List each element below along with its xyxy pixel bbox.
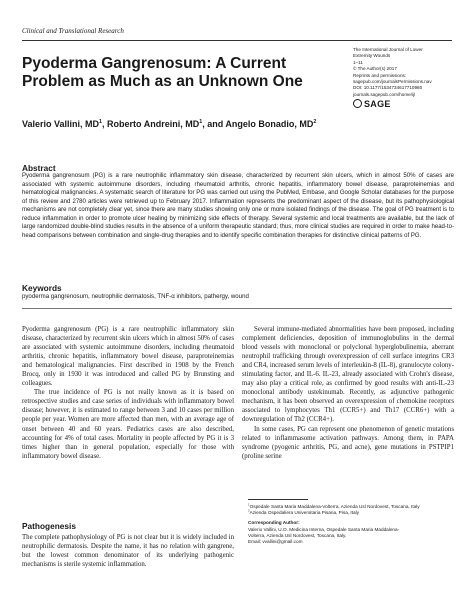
pathogenesis-heading: Pathogenesis: [22, 521, 76, 531]
author-affiliation-mark: 2: [313, 119, 317, 125]
section-divider: [22, 308, 452, 309]
journal-meta: [353, 47, 453, 98]
author-list: [22, 118, 322, 130]
sage-mark-icon: [353, 99, 362, 108]
publisher-name: SAGE: [364, 99, 391, 109]
journal-meta-line: 1–11: [353, 59, 363, 65]
journal-section-label: Clinical and Translational Research: [22, 27, 124, 35]
affiliation-text: Ospedale Santa Maria Maddalena-Volterra, Azienda Usl Nordovest, Toscana, Italy: [249, 504, 420, 509]
abstract-heading: Abstract: [22, 163, 56, 173]
publisher-logo: [353, 99, 391, 109]
affiliation: $^1$Ospedale Santa Maria Maddalena-Volterra, Azienda Usl Nordovest, Toscana, Italy: [248, 502, 420, 509]
corresponding-author-heading: Corresponding Author:: [248, 520, 300, 526]
body-column-right: [242, 325, 454, 461]
keywords-text: pyoderma gangrenosum, neutrophilic dermatosis, TNF-α inhibitors, pathergy, wound: [22, 293, 249, 300]
footnote-rule: [248, 499, 308, 500]
journal-meta-line: sagepub.com/journalsPermissions.nav: [353, 79, 432, 85]
header-rule: [22, 40, 452, 41]
author-name: , Roberto Andreini, MD: [102, 119, 200, 129]
journal-meta-line: journals.sagepub.com/home/ijl: [353, 91, 416, 97]
author-affiliation-mark: 1: [199, 119, 203, 125]
article-title: Pyoderma Gangrenosum: A Current Problem as Much as an Unknown One: [22, 55, 303, 90]
pathogenesis-paragraph: The complete pathophysiology of PG is not clear but it is widely included in neutrophilic dermatosis. Despite the name, it has no relation with gangrene, but the lowest common denominator of its underlying pathogenic mechanisms is sterile systemic inflammation.: [22, 534, 234, 569]
affiliations-block: [248, 504, 454, 545]
journal-meta-line: The International Journal of Lower: [353, 47, 423, 52]
corresponding-author-line: Volterra, Azienda Usl Nordovest, Toscana, Italy.: [248, 532, 347, 538]
affiliation: $^2$Azienda Ospedaliera Universitaria Pisana, Pisa, Italy: [248, 508, 360, 516]
corresponding-author-email: Email: vvallini@gmail.com: [248, 539, 303, 545]
author-name: Valerio Vallini, MD: [22, 119, 100, 129]
body-paragraph: Several immune-mediated abnormalities have been proposed, including complement deficiencies, deposition of immunoglobulins in the dermal blood vessels with monoclonal or polyclonal hyperglobulinemia, aberrant neutrophil trafficking through overexpression of cell surface integrins CR3 and CR4, increased serum levels of interleukin-8 (IL-8), granulocyte colony-stimulating factor, and IL-6. IL-23, already associated with Crohn's disease, may also play a critical role, as confirmed by good results with anti-IL-23 monoclonal antibody ustekinumab. Recently, as adjunctive pathogenic mechanism, it has been observed an overexpression of chemokine receptors associated to lymphocytes Th1 (CCR5+) and Th17 (CCR6+) with a downregulation of Th2 (CCR4+).: [242, 326, 454, 424]
body-paragraph: Pyoderma gangrenosum (PG) is a rare neutrophilic inflammatory skin disease, characterized by recurrent skin ulcers which in almost 50% of cases are associated with systemic autoimmune disorders, including rheumatoid arthritis, chronic hepatitis, inflammatory bowel disease, paraproteinemias and hematological malignancies. First described in 1908 by the French Brocq, only in 1930 it was introduced and called PG by Brunsting and colleagues.: [22, 326, 234, 388]
keywords-heading: Keywords: [22, 283, 62, 293]
author-name: , and Angelo Bonadio, MD: [202, 119, 314, 129]
abstract-text: Pyoderma gangrenosum (PG) is a rare neutrophilic inflammatory skin disease, characterized by recurrent skin ulcers, which in almost 50% of cases are associated with systemic autoimmune disorders, including rheumatoid arthritis, chronic hepatitis, inflammatory bowel disease, paraproteinemias and hematological malignancies. A systematic search of literature for PG was carried out using the PubMed, Embase, and Google Scholar databases for the purpose of this review and 2780 articles were retrieved up to February 2017. Inflammation represents the predominant aspect of the disease, but its pathophysiological mechanisms are not completely clear yet, since there are many studies showing only one or more isolated findings of the disease. The goal of PG treatment is to reduce inflammation in order to promote ulcer healing by minimizing side effects of therapy. Several systemic and local treatments are available, but the lack of large randomized double-blind studies results in the absence of a uniform therapeutic standard; thus, more clinical studies are required in order to make head-to-head comparisons between combination and single-drug therapies and to identify specific combination therapies for distinctive clinical patterns of PG.: [22, 173, 454, 239]
journal-meta-line: DOI: 10.1177/1534734617710980: [353, 85, 423, 91]
journal-meta-line: © The Author(s) 2017: [353, 66, 397, 72]
corresponding-author-line: Valerio Vallini, U.O. Medicina Interna, Ospedale Santa Maria Maddalena-: [248, 526, 400, 532]
affiliation-text: Azienda Ospedaliera Universitaria Pisana, Pisa, Italy: [249, 510, 360, 516]
body-paragraph: In some cases, PG can represent one phenomenon of genetic mutations related to inflammasome activation pathways. Among them, in PAPA syndrome (pyogenic arthritis, PG, and acne), gene mutations in PSTPIP1 (proline serine: [242, 425, 454, 460]
journal-meta-line: Reprints and permissions:: [353, 72, 407, 78]
body-column-left: [22, 325, 234, 461]
author-affiliation-mark: 1: [99, 119, 103, 125]
journal-meta-line: Extremity Wounds: [353, 53, 391, 59]
body-paragraph: The true incidence of PG is not really known as it is based on retrospective studies and case series of individuals with inflammatory bowel disease; however, it is estimated to range between 3 and 10 cases per million people per year. Women are more affected than men, with an average age of onset between 40 and 60 years. Pediatrics cases are also described, accounting for 4% of total cases. Mortality in people affected by PG it is 3 times higher than in general population, especially for those with inflammatory bowel disease.: [22, 389, 234, 460]
